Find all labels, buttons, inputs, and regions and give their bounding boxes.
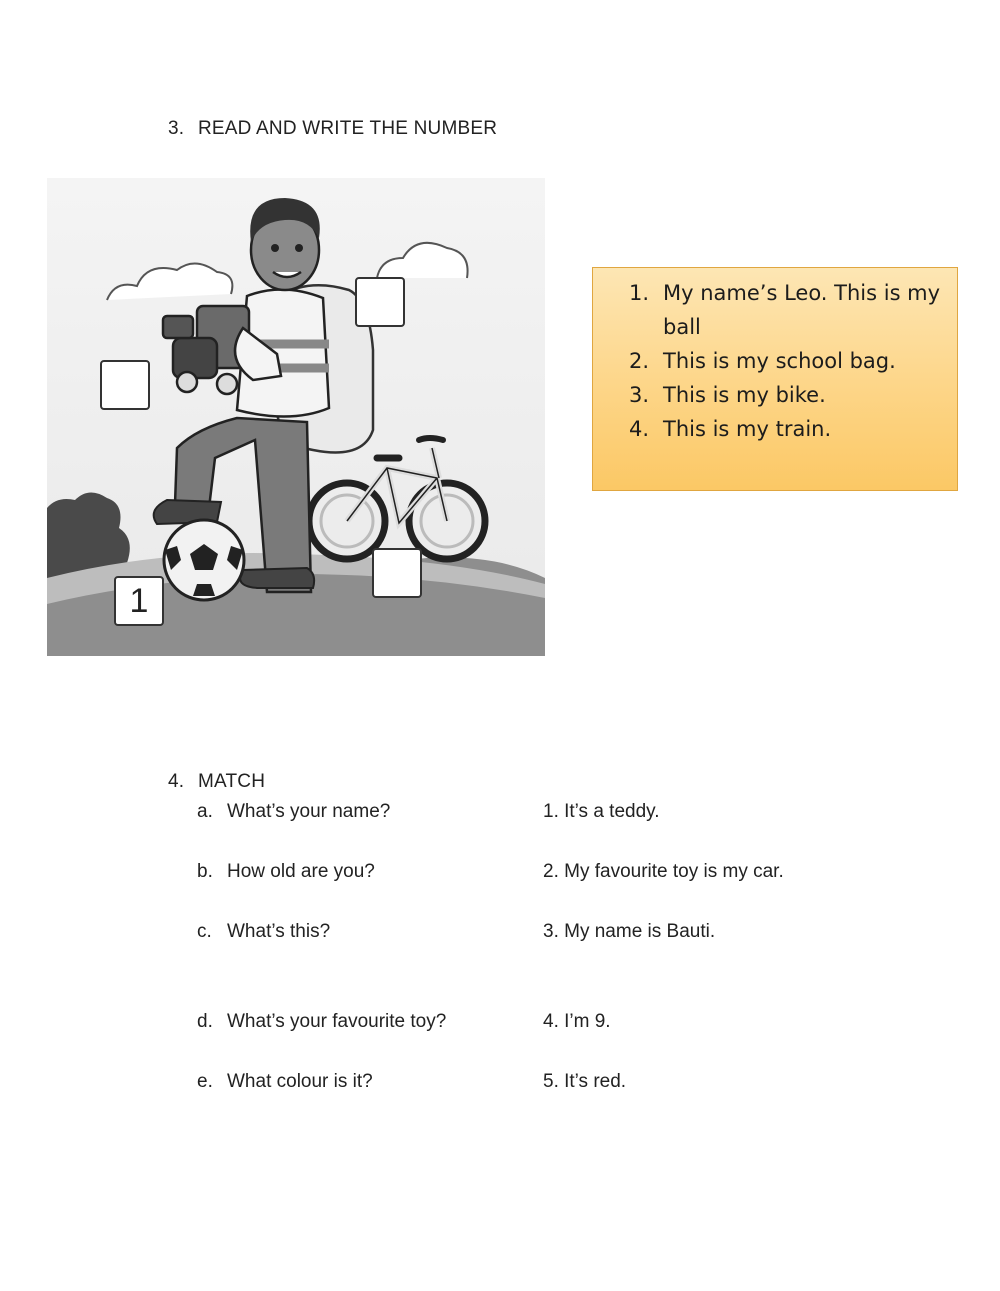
- match-answer[interactable]: 2. My favourite toy is my car.: [543, 861, 784, 882]
- match-answer[interactable]: 3. My name is Bauti.: [543, 921, 716, 942]
- match-question[interactable]: a. What’s your name?: [197, 801, 391, 822]
- match-answer[interactable]: 5. It’s red.: [543, 1071, 627, 1092]
- exercise-3-title: READ AND WRITE THE NUMBER: [198, 118, 498, 139]
- exercise-3-heading: [168, 118, 497, 140]
- match-answer[interactable]: 1. It’s a teddy.: [543, 801, 660, 822]
- answer-box-bike[interactable]: [372, 548, 422, 598]
- answer-box-train[interactable]: [100, 360, 150, 410]
- football: [164, 520, 244, 600]
- match-answer[interactable]: 4. I’m 9.: [543, 1011, 611, 1032]
- match-question[interactable]: c. What’s this?: [197, 921, 331, 942]
- match-question[interactable]: b. How old are you?: [197, 861, 375, 882]
- exercise-3-number: 3.: [168, 118, 185, 139]
- sentence-item: 3. This is my bike.: [629, 383, 826, 407]
- answer-box-ball: 1: [114, 576, 164, 626]
- boy-shoe-right: [240, 568, 314, 588]
- exercise-4-number: 4.: [168, 771, 185, 792]
- sentence-item: 2. This is my school bag.: [629, 349, 896, 373]
- sentence-panel: [592, 267, 958, 491]
- match-question[interactable]: d. What’s your favourite toy?: [197, 1011, 447, 1032]
- answer-box-school-bag[interactable]: [355, 277, 405, 327]
- sentence-item: 1. My name’s Leo. This is my ball: [629, 281, 941, 339]
- exercise-4-heading: [168, 771, 265, 793]
- sentence-list: [629, 276, 945, 446]
- match-question[interactable]: e. What colour is it?: [197, 1071, 373, 1092]
- exercise-4-title: MATCH: [198, 771, 266, 792]
- sentence-item: 4. This is my train.: [629, 417, 832, 441]
